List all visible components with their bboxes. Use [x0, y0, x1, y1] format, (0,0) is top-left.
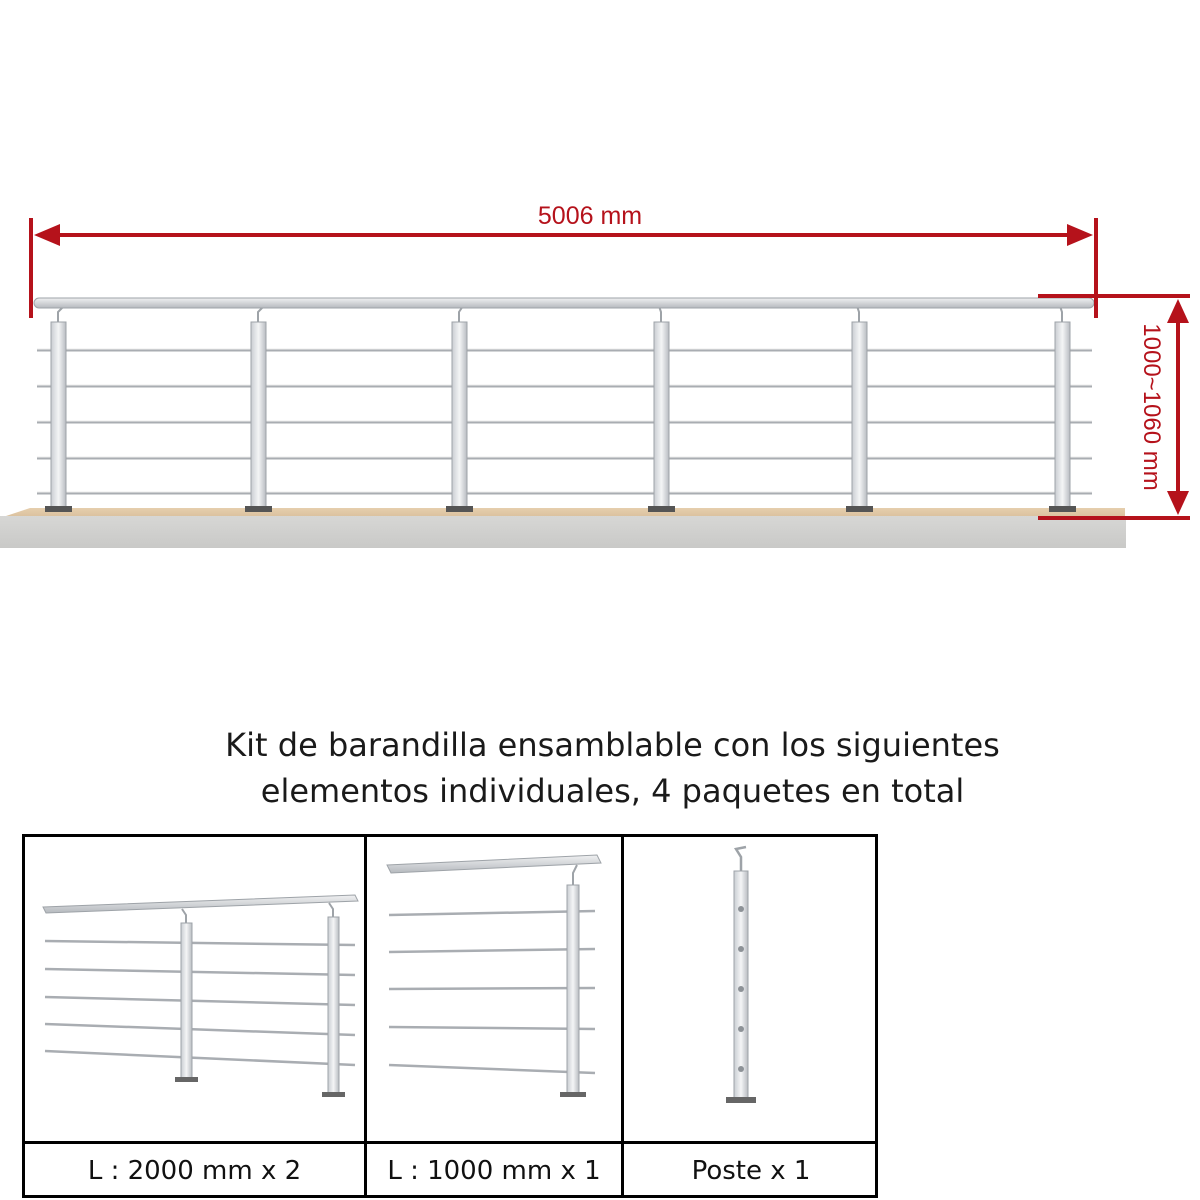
component-image-2000mm: [25, 837, 367, 1141]
top-handrail: [34, 298, 1094, 308]
railing-section-1000-image: [367, 837, 621, 1141]
railing-section-2000-image: [25, 837, 364, 1141]
components-table: [22, 834, 878, 1198]
caption-line-1: Kit de barandilla ensamblable con los siguientes: [225, 726, 1000, 764]
component-image-1000mm: [367, 837, 624, 1141]
post-3: [446, 306, 473, 512]
components-label-row: [25, 1141, 875, 1198]
post-image: [624, 837, 878, 1141]
posts: [45, 306, 1076, 512]
caption-line-2: elementos individuales, 4 paquetes en total: [260, 772, 965, 810]
component-label-2000mm: L : 2000 mm x 2: [25, 1144, 367, 1198]
post-1: [45, 306, 72, 512]
post-4: [648, 306, 675, 512]
height-label: 1000~1060 mm: [1138, 323, 1165, 491]
component-image-post: [624, 837, 878, 1141]
kit-caption: [0, 722, 1200, 814]
width-label: 5006 mm: [537, 202, 643, 230]
post-6: [1049, 306, 1076, 512]
post-2: [245, 306, 272, 512]
floor-slab: [0, 508, 1126, 548]
post-5: [846, 306, 873, 512]
component-label-post: Poste x 1: [691, 1156, 811, 1186]
component-label-1000mm: L : 1000 mm x 1: [367, 1144, 624, 1198]
